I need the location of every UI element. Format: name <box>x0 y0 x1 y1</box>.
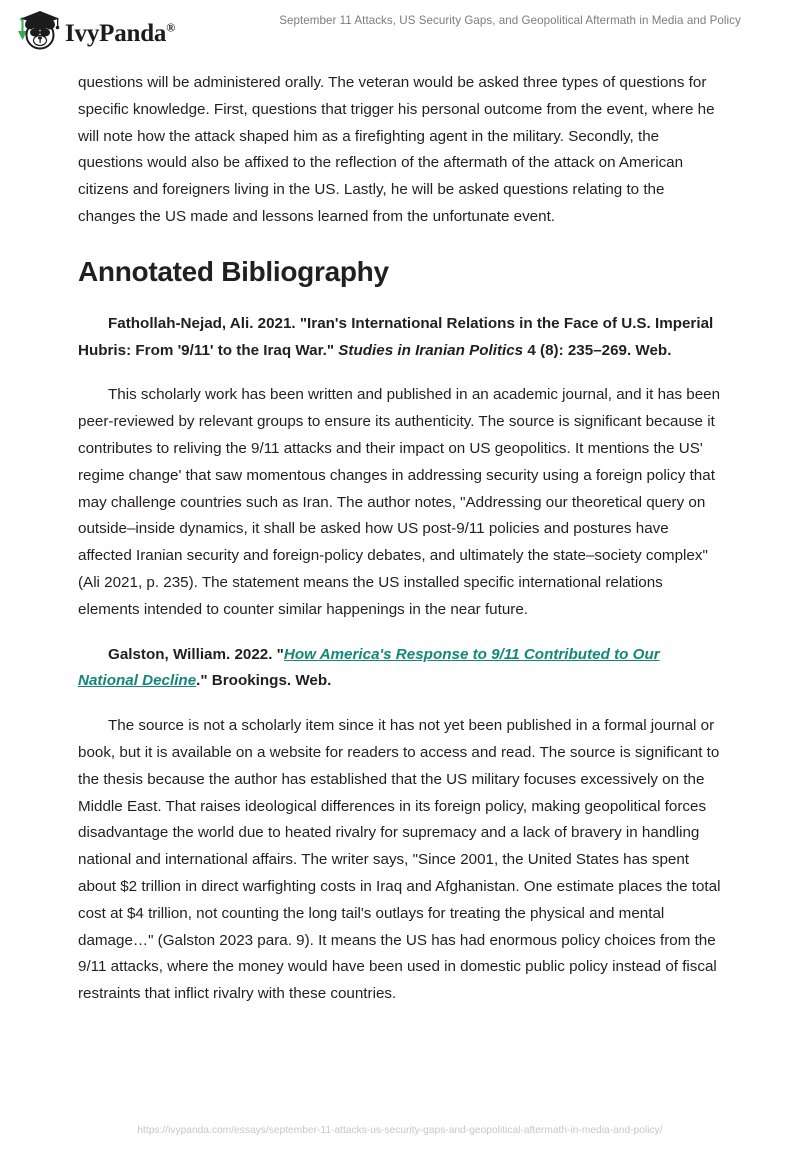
citation-entry-2 <box>78 642 723 696</box>
paragraph-text: This scholarly work has been written and published in an academic journal, and it has been peer-reviewed by relevant groups to ensure its authenticity. The source is significant because it contributes to reliving the 9/11 attacks and their impact on US geopolitics. It mentions the US' regime change' that saw momentous changes in addressing security using a foreign policy that may challenge countries such as Iran. The author notes, "Addressing our theoretical query on outside–inside dynamics, it shall be asked how US post-9/11 policies and postures have affected Iranian security and foreign-policy debates, and ultimately the state–society complex" (Ali 2021, p. 235). The statement means the US installed specific international relations elements intended to counter similar happenings in the near future. <box>78 386 721 618</box>
citation-entry-1 <box>78 311 723 365</box>
section-heading-annotated-bibliography: Annotated Bibliography <box>78 255 389 287</box>
panda-graduate-logo-icon <box>14 9 60 53</box>
annotation-paragraph-1 <box>78 382 723 623</box>
annotation-paragraph-2 <box>78 713 723 1008</box>
page-footer <box>0 1120 800 1138</box>
brand-logo[interactable] <box>14 9 175 53</box>
document-title: September 11 Attacks, US Security Gaps, and Geopolitical Aftermath in Media and Policy <box>279 14 741 27</box>
document-content <box>78 70 723 1026</box>
paragraph-text: questions will be administered orally. The veteran would be asked three types of questions for specific knowledge. First, questions that trigger his personal outcome from the event, where he will note how the attack shaped him as a firefighting agent in the military. Secondly, the questions would also be affixed to the reflection of the aftermath of the attack on American citizens and foreigners living in the US. Lastly, he will be asked questions relating to the changes the US made and lessons learned from the unfortunate event. <box>78 74 715 225</box>
citation-suffix: ." Brookings. Web. <box>196 672 332 690</box>
citation-journal-title: Studies in Iranian Politics <box>338 341 524 359</box>
source-link-galston[interactable]: How America's Response to 9/11 Contributed to Our National Decline <box>78 645 660 690</box>
citation-prefix: Galston, William. 2022. " <box>108 645 284 663</box>
citation-suffix: 4 (8): 235–269. Web. <box>523 341 672 359</box>
brand-name-text: IvyPanda <box>65 19 167 47</box>
citation-prefix: Fathollah-Nejad, Ali. 2021. "Iran's International Relations in the Face of U.S. Imperial Hubris: From '9/11' to the Iraq War." <box>78 314 714 359</box>
paragraph-text: The source is not a scholarly item since it has not yet been published in a formal journal or book, but it is available on a website for readers to access and read. The source is significant to the thesis because the author has established that the US military focuses excessively on the Middle East. That raises ideological differences in its foreign policy, making geopolitical forces disadvantage the world due to heated rivalry for supremacy and a lack of bravery in handling national and international affairs. The writer says, "Since 2001, the United States has spent about $2 trillion in direct warfighting costs in Iraq and Afghanistan. One estimate places the total cost at $4 trillion, not counting the long tail's outlays for treating the physical and mental damage…" (Galston 2023 para. 9). It means the US has had enormous policy choices from the 9/11 attacks, where the money would have been used in domestic public policy instead of fiscal restraints that inflict rivalry with these countries. <box>78 717 721 1003</box>
intro-paragraph <box>78 70 723 231</box>
brand-name <box>65 21 175 46</box>
page-header <box>0 0 800 62</box>
footer-source-url[interactable]: https://ivypanda.com/essays/september-11-attacks-us-security-gaps-and-geopolitical-aftermath-in-media-and-policy/ <box>137 1125 663 1136</box>
registered-mark-icon: ® <box>166 20 175 35</box>
